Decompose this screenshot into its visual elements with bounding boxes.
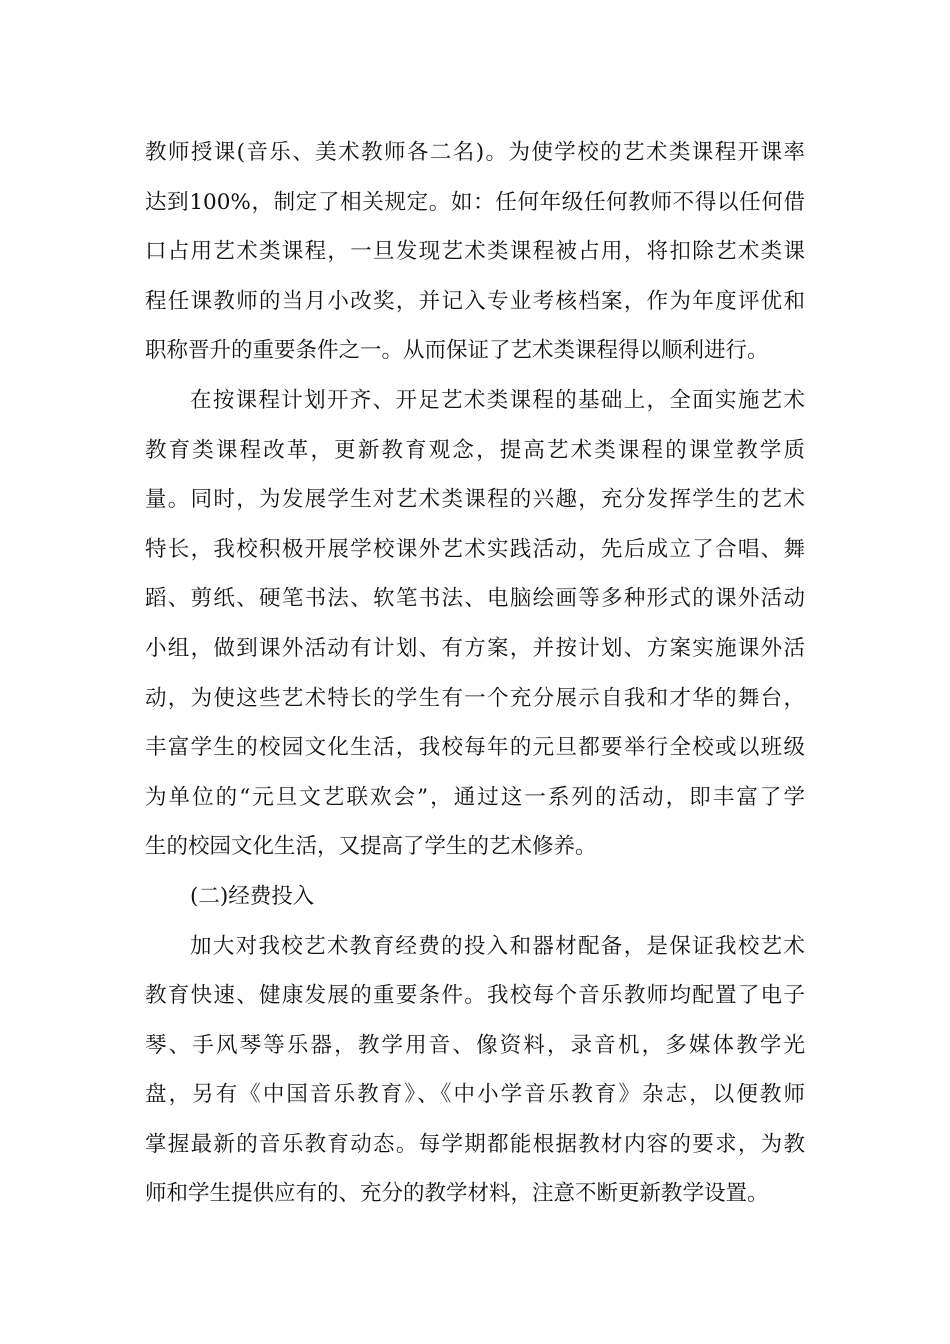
paragraph-funding-investment [145, 922, 805, 1220]
text-line: 蹈、剪纸、硬笔书法、软笔书法、电脑绘画等多种形式的课外活动 [145, 586, 805, 612]
text-line: 量。同时，为发展学生对艺术类课程的兴趣，充分发挥学生的艺术 [145, 487, 805, 513]
text-line: 掌握最新的音乐教育动态。每学期都能根据教材内容的要求，为教 [145, 1131, 805, 1157]
text-line: 盘，另有《中国音乐教育》、《中小学音乐教育》杂志，以便教师 [145, 1082, 805, 1108]
text-line: 加大对我校艺术教育经费的投入和器材配备，是保证我校艺术 [190, 933, 805, 959]
text-line: 教育快速、健康发展的重要条件。我校每个音乐教师均配置了电子 [145, 983, 805, 1009]
paragraph-curriculum-reform [145, 376, 805, 872]
text-line: 琴、手风琴等乐器，教学用音、像资料，录音机，多媒体教学光 [145, 1032, 805, 1058]
section-heading-funding [145, 872, 805, 922]
text-line: 职称晋升的重要条件之一。从而保证了艺术类课程得以顺利进行。 [145, 338, 769, 364]
text-line: 小组，做到课外活动有计划、有方案，并按计划、方案实施课外活 [145, 635, 805, 661]
text-line: 达到100%，制定了相关规定。如：任何年级任何教师不得以任何借 [145, 189, 805, 215]
text-line: 师和学生提供应有的、充分的教学材料，注意不断更新教学设置。 [145, 1181, 769, 1207]
section-heading-text: (二)经费投入 [190, 883, 315, 909]
text-line: 程任课教师的当月小改奖，并记入专业考核档案，作为年度评优和 [145, 288, 805, 314]
text-line: 教育类课程改革，更新教育观念，提高艺术类课程的课堂教学质 [145, 437, 805, 463]
text-line: 特长，我校积极开展学校课外艺术实践活动，先后成立了合唱、舞 [145, 536, 805, 562]
text-line: 教师授课(音乐、美术教师各二名)。为使学校的艺术类课程开课率 [145, 140, 805, 165]
text-line: 口占用艺术类课程，一旦发现艺术类课程被占用，将扣除艺术类课 [145, 239, 805, 265]
text-line: 丰富学生的校园文化生活，我校每年的元旦都要举行全校或以班级 [145, 735, 805, 761]
text-line: 生的校园文化生活，又提高了学生的艺术修养。 [145, 834, 597, 860]
text-line: 为单位的“元旦文艺联欢会”，通过这一系列的活动，即丰富了学 [145, 784, 805, 810]
text-line: 动，为使这些艺术特长的学生有一个充分展示自我和才华的舞台， [145, 685, 805, 711]
paragraph-course-rules [145, 128, 805, 376]
text-line: 在按课程计划开齐、开足艺术类课程的基础上，全面实施艺术 [190, 387, 805, 413]
document-body [145, 128, 805, 1219]
